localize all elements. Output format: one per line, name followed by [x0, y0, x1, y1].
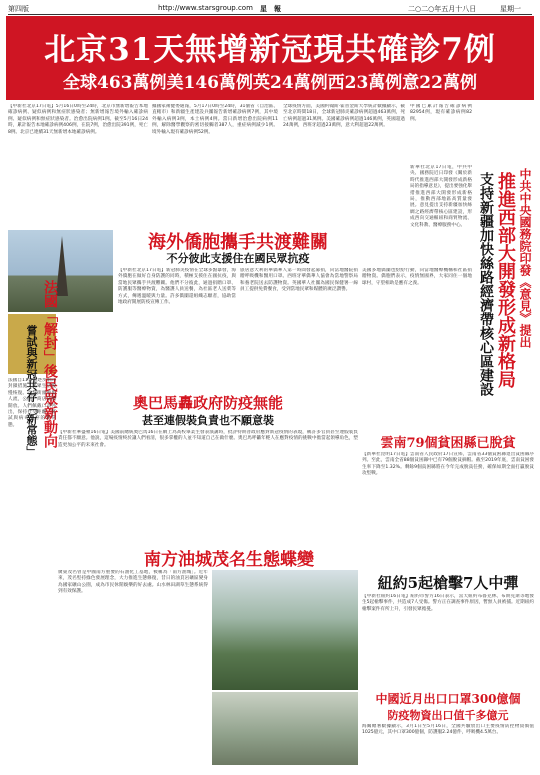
text-column: 【中新社北京17日電】5月16日0時至24時，北京市無新增報告本地確診病例、疑似病例和無症狀感染者；無新增報告境外輸入確診病例、疑似病例和無症狀感染者。治愈出院病例1例。截至5月16日24時，累計報告本地確診病例406例，在院7例，治愈出院391例，死亡8例。北京已連續31天無新增本地確診病例。: [8, 104, 148, 135]
eiffel-tower-photo: [8, 230, 113, 312]
headline-banner: [6, 16, 534, 100]
newyork-title: 紐約5起槍擊7人中彈: [377, 574, 519, 592]
overseas-subtitle: 不分彼此支援住在國民眾抗疫: [166, 252, 310, 265]
france-title: 法國「解封」後民眾新動向: [42, 280, 58, 448]
text-column: 【新華社昆明17日電】雲南省人民政府17日宣佈，雲南省33個貧困縣退出貧困縣序列。至此，雲南全省88個貧困縣中已有79個脫貧摘帽。截至2019年底，雲南貧困發生率下降至1.32%。剩餘9個貧困縣將在今年完成脫貧任務，確保如期全面打贏脫貧攻堅戰。: [362, 452, 534, 477]
western-article-head: [474, 150, 534, 425]
western-subtitle: 支持新疆加快絲路經濟帶核心區建設: [478, 172, 494, 396]
text-column: 【中新社北京17日電】新冠肺炎疫情在全球多點暴發，海外僑胞在做好自身防護的同時，積極支援住在國抗疫，與當地民眾攜手共渡難關。他們不分彼此，通過捐贈口罩、防護服等醫療物資，為醫護人員送餐，為社區老人送菜等方式，傳遞溫暖與力量。許多僑團還組織志願者，協助當地政府開展防疫宣傳工作。: [118, 268, 236, 306]
overseas-title: 海外僑胞攜手共渡難關: [148, 232, 328, 253]
text-column: 旅居意大利的華僑華人第一時間發起募捐，向當地醫院捐贈呼吸機和醫用口罩。西班牙華僑華人協會為當地警察局和養老院送去防護物資。英國華人社團為國民保健署一線員工提供免費餐食，受到當地民眾和媒體的廣泛讚譽。: [240, 268, 358, 293]
france-subtitle: 嘗試與新冠共存「新常態」: [25, 325, 38, 457]
paper-name: 星 報: [260, 5, 281, 13]
text-column: 【中新社華盛頓16日電】美國前總統奧巴馬16日在網上為高校畢業生發表演講時，批評特朗普政府應對新冠疫情的表現，稱許多官員甚至連假裝負責任都不願意。他說，這場疫情終於讓人們看清，很多掌權的人並不知道自己在做什麼。奧巴馬呼籲年輕人在應對疫情的挑戰中擔當起領導角色，塑造更加公平的未來社會。: [58, 430, 358, 448]
landscape-photo: [212, 570, 358, 690]
text-column: 中國已累計報告確診病例82954例，現有確診病例82例。: [410, 104, 472, 122]
western-title: 推進西部大開發形成新格局: [495, 172, 516, 388]
page-number: 第四版: [8, 5, 29, 13]
china-export-title: 中國近月出口口罩300億個: [375, 692, 521, 706]
flamingo-photo: [212, 692, 358, 765]
obama-subtitle: 甚至連假裝負責也不願意裝: [142, 414, 274, 427]
china-export-subtitle: 防疫物資出口值千多億元: [387, 709, 509, 722]
text-column: 美國多地僑團也紛紛行動，向當地醫療機構和社區捐贈物資。僑胞們表示，疫情無國界，大家同住一個地球村，守望相助是應有之義。: [362, 268, 472, 286]
website-url[interactable]: http://www.starsgroup.com: [158, 4, 253, 12]
text-column: 廣東茂名曾是中國南方重要的石油化工基地，被稱為「南方油城」。近年來，茂名堅持綠色發展理念，大力推進生態修復，昔日的油頁岩礦區變身為國家礦山公園，成為市民休閒娛樂的好去處。山水林田湖草生態系統得到有效保護。: [58, 570, 208, 595]
weekday: 星期一: [500, 5, 521, 13]
main-headline: 北京31天無增新冠現共確診7例: [44, 32, 496, 68]
issue-date: 二○二○年五月十八日: [408, 5, 477, 13]
yunnan-title: 雲南79個貧困縣已脫貧: [380, 436, 516, 451]
text-column: 新華社北京17日電，中共中央、國務院近日印發《關於新時代推進西部大開發形成新格局的指導意見》，提出要強化舉措推進西部大開發形成新格局，推動西部地區高質量發展。意見提出支持新疆加快絲綢之路經濟帶核心區建設，形成西向交通樞紐和商貿物流、文化科教、醫療服務中心。: [410, 165, 472, 228]
text-column: 全球疫情方面，美國約翰斯·霍普金斯大學統計數據顯示，截至北京時間18日，全球新冠肺炎確診病例超過463萬例，死亡病例超過31萬例。美國確診病例超過146萬例，英國超過24萬例，西班牙超過23萬例，意大利超過22萬例。: [283, 104, 405, 129]
main-subhead: 全球463萬例美146萬例英24萬例西23萬例意22萬例: [63, 73, 477, 93]
obama-title: 奧巴馬轟政府防疫無能: [132, 394, 283, 412]
western-kicker: 中共中央國務院印發《意見》提出: [518, 168, 532, 348]
text-column: 據國家衛健委通報，5月17日0時至24時，31個省（自治區、直轄市）和新疆生產建設兵團報告新增確診病例7例，其中境外輸入病例3例，本土病例4例。當日新增治愈出院病例11例，解除醫學觀察的密切接觸者387人，重症病例減少1例。境外輸入現有確診病例52例。: [152, 104, 278, 135]
text-column: 【中新社紐約16日電】紐約市警方16日表示，當天紐約布魯克林、布朗克斯等地發生5起槍擊事件，共造成7人受傷。警方正在調查事件原因，暫無人員被捕。近期紐約槍擊案件有所上升，引發民眾擔憂。: [362, 594, 534, 612]
text-column: 海關總署數據顯示，3月1日至5月16日，全國共驗放出口主要疫情防控物資價值1025億元，其中口罩300億個，防護服2.24億件，呼吸機4.5萬台。: [362, 724, 534, 736]
text-column: 法國自11日起逐步解除封鎖措施，民眾生活慢慢恢復。巴黎街頭重現人流，公園、商店陸續開放。人們佩戴口罩外出，保持社交距離，嘗試與病毒共存的新常態。: [8, 378, 56, 428]
south-oil-title: 南方油城茂名生態蝶變: [144, 550, 314, 570]
page-header: [8, 4, 532, 15]
